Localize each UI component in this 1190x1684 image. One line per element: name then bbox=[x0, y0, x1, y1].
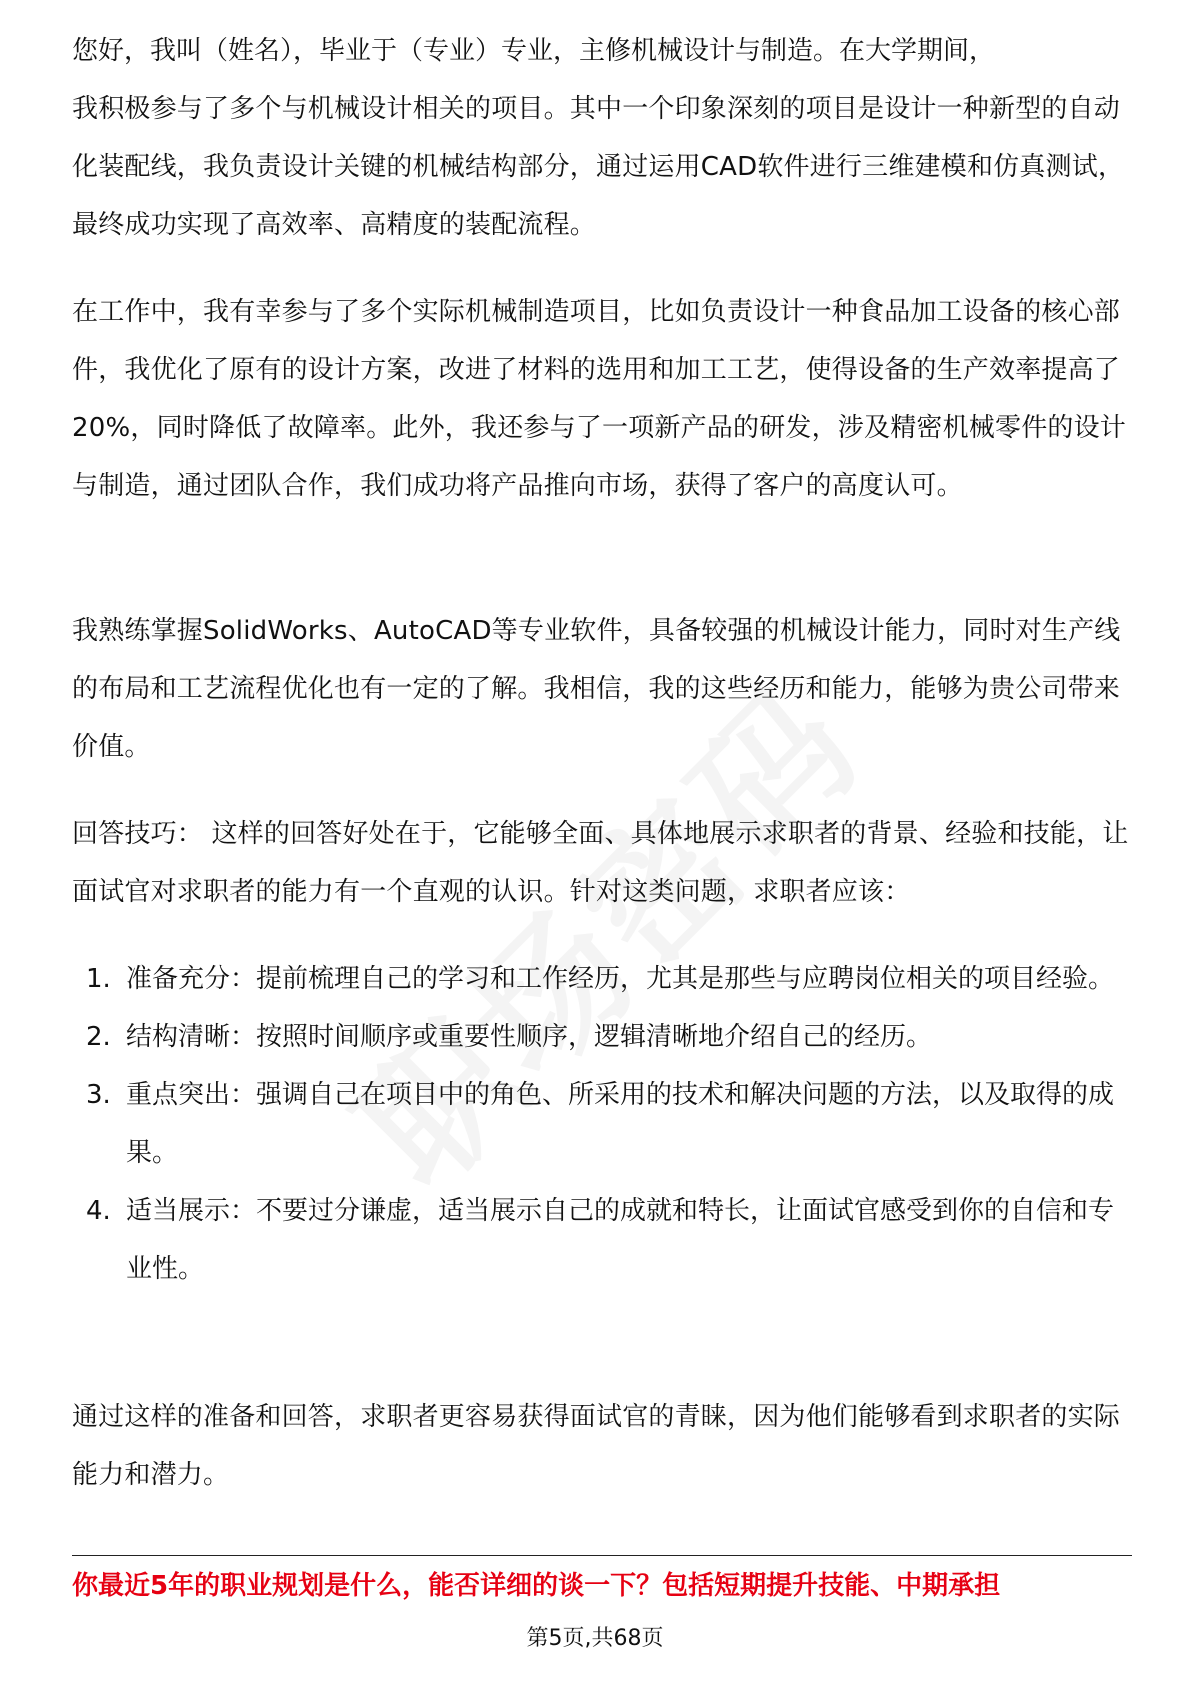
paragraph-work-experience: 在工作中，我有幸参与了多个实际机械制造项目，比如负责设计一种食品加工设备的核心部件，我优化了原有的设计方案，改进了材料的选用和加工工艺，使得设备的生产效率提高了20%，同时降低了故障率。此外，我还参与了一项新产品的研发，涉及精密机械零件的设计与制造，通过团队合作，我们成功将产品推向市场，获得了客户的高度认可。 bbox=[72, 297, 1126, 501]
section-divider bbox=[72, 1555, 1132, 1556]
list-item bbox=[72, 1008, 1132, 1066]
paragraph-skills: 我熟练掌握SolidWorks、AutoCAD等专业软件，具备较强的机械设计能力，同时对生产线的布局和工艺流程优化也有一定的了解。我相信，我的这些经历和能力，能够为贵公司带来价值。 bbox=[72, 616, 1121, 762]
cut-off-top-line: 您好，我叫（姓名），毕业于（专业）专业，主修机械设计与制造。在大学期间， bbox=[72, 36, 996, 66]
page-number-footer: 第5页,共68页 bbox=[526, 1626, 664, 1651]
list-item-text: 准备充分：提前梳理自己的学习和工作经历，尤其是那些与应聘岗位相关的项目经验。 bbox=[126, 964, 1115, 994]
tips-list bbox=[72, 950, 1132, 1298]
next-question-heading: 你最近5年的职业规划是什么，能否详细的谈一下？包括短期提升技能、中期承担 bbox=[72, 1571, 1001, 1601]
list-item bbox=[72, 950, 1132, 1008]
list-item bbox=[72, 1182, 1132, 1298]
list-item-text: 结构清晰：按照时间顺序或重要性顺序，逻辑清晰地介绍自己的经历。 bbox=[126, 1022, 933, 1052]
paragraph-conclusion: 通过这样的准备和回答，求职者更容易获得面试官的青睐，因为他们能够看到求职者的实际能力和潜力。 bbox=[72, 1402, 1121, 1490]
paragraph-project-experience: 我积极参与了多个与机械设计相关的项目。其中一个印象深刻的项目是设计一种新型的自动化装配线，我负责设计关键的机械结构部分，通过运用CAD软件进行三维建模和仿真测试，最终成功实现了高效率、高精度的装配流程。 bbox=[72, 94, 1125, 240]
list-item bbox=[72, 1066, 1132, 1182]
list-item-text: 重点突出：强调自己在项目中的角色、所采用的技术和解决问题的方法，以及取得的成果。 bbox=[126, 1080, 1115, 1168]
list-item-number: 3. bbox=[86, 1080, 111, 1110]
list-item-text: 适当展示：不要过分谦虚，适当展示自己的成就和特长，让面试官感受到你的自信和专业性。 bbox=[126, 1196, 1115, 1284]
list-item-number: 2. bbox=[86, 1022, 111, 1052]
list-item-number: 4. bbox=[86, 1196, 111, 1226]
list-item-number: 1. bbox=[86, 964, 111, 994]
paragraph-answer-tips: 回答技巧： 这样的回答好处在于，它能够全面、具体地展示求职者的背景、经验和技能，让面试官对求职者的能力有一个直观的认识。针对这类问题，求职者应该： bbox=[72, 819, 1129, 907]
